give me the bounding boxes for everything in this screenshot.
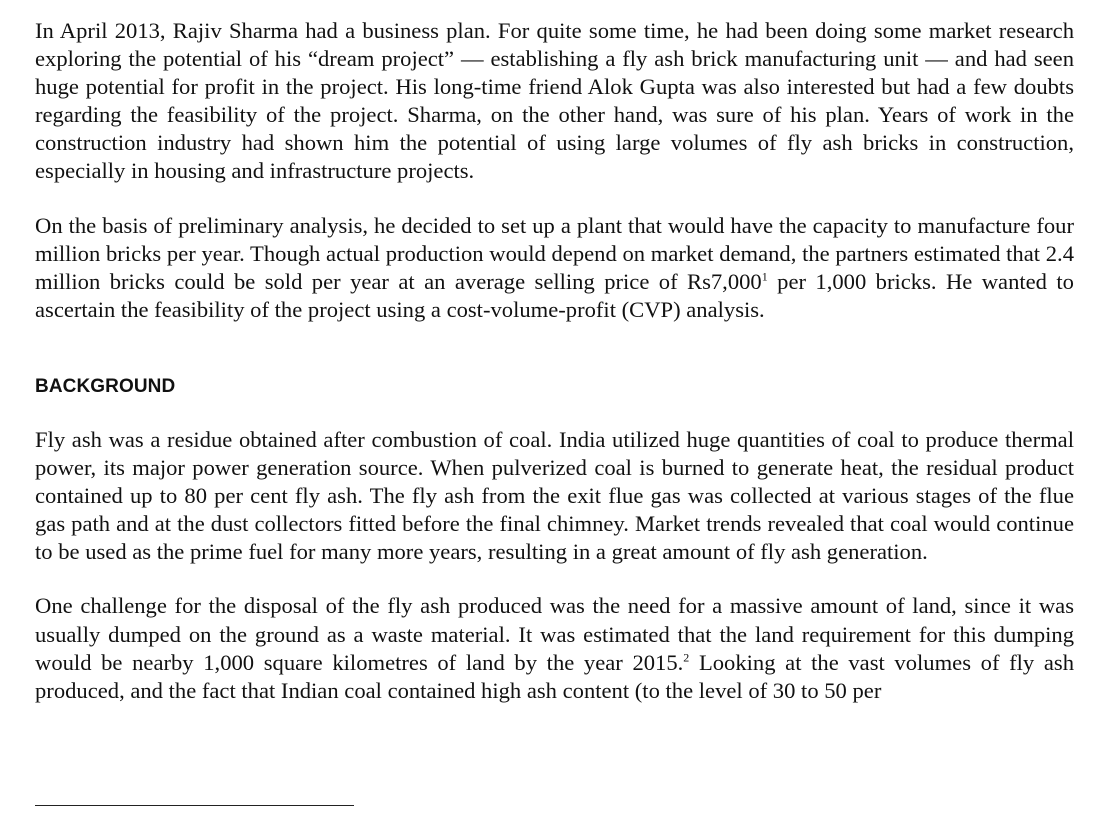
paragraph-plant-capacity (35, 212, 1074, 324)
paragraph-disposal-text-1: One challenge for the disposal of the fly ash produced was the need for a massive amount of land, since it was usually dumped on the ground as a waste material. It was estimated that the land requirement for this dumping would be nearby 1,000 square kilometres of land by the year 2015. (35, 593, 1074, 675)
footnote-marker-2: 2 (683, 650, 690, 665)
paragraph-disposal-text-2: Looking at the vast volumes of fly ash produced, and the fact that Indian coal contained high ash content (to the level of 30 to 50 per (35, 649, 1075, 703)
paragraph-plant-capacity-text-1: On the basis of preliminary analysis, he decided to set up a plant that would have the capacity to manufacture four million bricks per year. Though actual production would depend on market demand, the partners estimated that 2.4 million bricks could be sold per year at an average selling price of Rs7,000 (35, 212, 1074, 294)
paragraph-fly-ash-residue: Fly ash was a residue obtained after combustion of coal. India utilized huge quantities of coal to produce thermal power, its major power generation source. When pulverized coal is burned to generate heat, the residual product contained up to 80 per cent fly ash. The fly ash from the exit flue gas was collected at various stages of the flue gas path and at the dust collectors fitted before the final chimney. Market trends revealed that coal would continue to be used as the prime fuel for many more years, resulting in a great amount of fly ash generation. (35, 426, 1074, 565)
footnote-marker-1: 1 (761, 269, 768, 284)
footnote-separator-line (35, 805, 354, 806)
paragraph-plant-capacity-text-2: per 1,000 bricks. He wanted to ascertain the feasibility of the project using a cost-volume-profit (CVP) analysis. (35, 268, 1074, 322)
paragraph-intro: In April 2013, Rajiv Sharma had a business plan. For quite some time, he had been doing some market research exploring the potential of his “dream project” — establishing a fly ash brick manufacturing unit — and had seen huge potential for profit in the project. His long-time friend Alok Gupta was also interested but had a few doubts regarding the feasibility of the project. Sharma, on the other hand, was sure of his plan. Years of work in the construction industry had shown him the potential of using large volumes of fly ash bricks in construction, especially in housing and infrastructure projects. (35, 18, 1074, 184)
document-page (35, 17, 1074, 705)
section-heading-background: BACKGROUND (35, 375, 176, 397)
paragraph-disposal-challenge (35, 592, 1074, 704)
